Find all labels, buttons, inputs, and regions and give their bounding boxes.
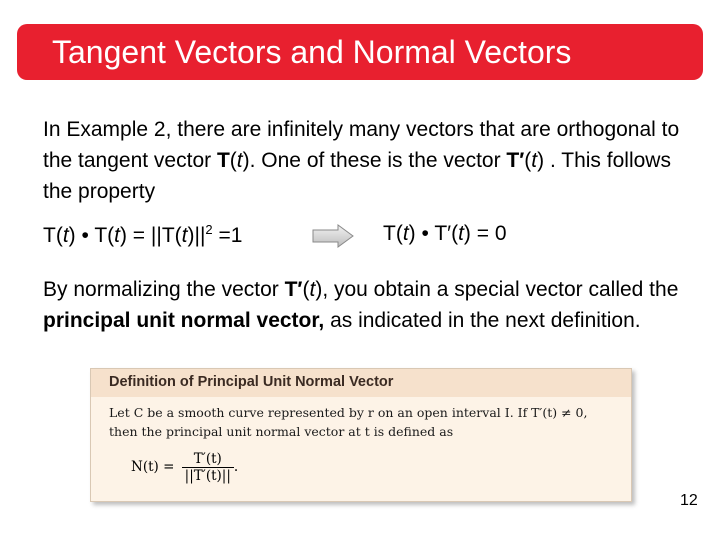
definition-header: [91, 369, 631, 397]
formula-end: .: [233, 459, 239, 475]
p1-var-t2: t: [531, 149, 538, 172]
eq-l-t1: t: [62, 224, 69, 247]
definition-line-1: Let C be a smooth curve represented by r on an open interval I. If T′(t) ≠ 0,: [109, 405, 588, 420]
title-bar: [17, 24, 703, 80]
p1-text-g: (: [524, 149, 532, 172]
p1-text-i: ) . This follows the property: [43, 149, 671, 203]
p1-text-a: In Example 2, there are infinitely many vectors that are orthogonal to the tangent vector: [43, 118, 680, 172]
dot-product-symbol: •: [81, 224, 89, 247]
formula-lhs: N(t) =: [131, 459, 179, 475]
eq-r-d: ) = 0: [463, 222, 507, 245]
eq-r-c: T′(: [428, 222, 459, 245]
eq-l-sup: 2: [205, 222, 213, 237]
eq-r-t1: t: [402, 222, 409, 245]
eq-l-t2: t: [114, 224, 120, 247]
paragraph-normalizing: [43, 274, 683, 336]
definition-line-2: then the principal unit normal vector at t is defined as: [109, 424, 454, 439]
p1-vector-T: T: [216, 149, 230, 172]
p2-vector-Tprime: T′: [284, 278, 303, 301]
eq-r-b: ): [408, 222, 422, 245]
slide-title: Tangent Vectors and Normal Vectors: [52, 34, 572, 70]
p2-text-g: as indicated in the next definition.: [324, 309, 641, 332]
paragraph-intro: [43, 114, 683, 207]
formula-fraction: [182, 451, 234, 484]
p2-text-e: ), you obtain a special vector called the: [315, 278, 679, 301]
equation-row: [43, 222, 683, 252]
eq-l-e: )||: [187, 224, 206, 247]
p2-text-c: (: [302, 278, 310, 301]
eq-l-b: ): [68, 224, 82, 247]
definition-formula: [131, 451, 238, 484]
p1-var-t: t: [236, 149, 243, 172]
eq-l-f: =1: [212, 224, 243, 247]
p1-text-c: (: [229, 149, 237, 172]
definition-box: [90, 368, 632, 502]
equation-left: [43, 222, 242, 248]
eq-r-t2: t: [458, 222, 464, 245]
p2-text-a: By normalizing the vector: [43, 278, 285, 301]
definition-title: Definition of Principal Unit Normal Vector: [109, 374, 394, 390]
eq-l-t3: t: [181, 224, 188, 247]
arrow-right-icon: [312, 224, 354, 248]
eq-r-a: T(: [383, 222, 403, 245]
page-number: 12: [680, 492, 698, 509]
formula-denominator: ||T′(t)||: [184, 468, 231, 484]
p2-term-bold: principal unit normal vector,: [43, 309, 325, 332]
eq-l-c: T(: [88, 224, 115, 247]
eq-l-d: ) = ||T(: [119, 224, 182, 247]
p1-text-e: ). One of these is the vector: [242, 149, 507, 172]
p1-vector-Tprime: T′: [506, 149, 525, 172]
p2-var-t: t: [309, 278, 316, 301]
dot-product-symbol-2: •: [421, 222, 429, 245]
equation-right: [383, 222, 507, 246]
formula-numerator: T′(t): [182, 451, 234, 468]
eq-l-a: T(: [43, 224, 63, 247]
